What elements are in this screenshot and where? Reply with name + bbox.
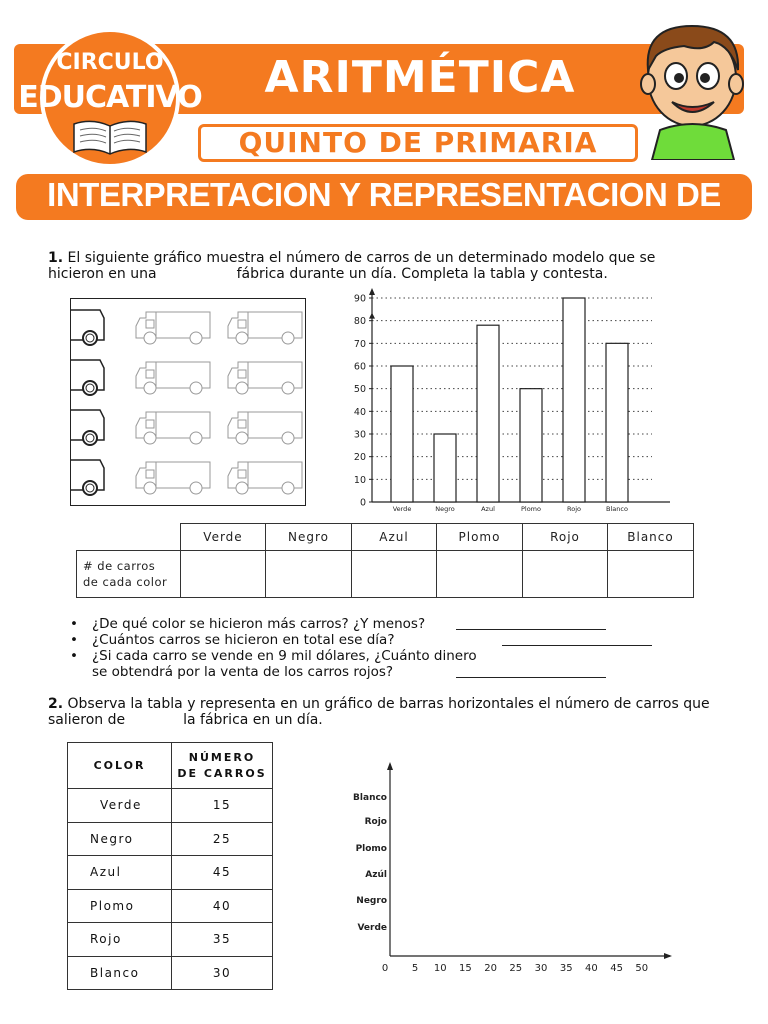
y-tick-label: 40 [353, 406, 366, 418]
table-header-verde: Verde [181, 524, 266, 551]
question-list [70, 617, 670, 681]
y-tick-label: Negro [356, 896, 387, 906]
answer-line[interactable] [456, 629, 606, 630]
y-tick-label: Blanco [353, 793, 387, 803]
boy-mascot-icon [634, 18, 750, 160]
bar-blanco [606, 343, 628, 502]
table-row [68, 923, 273, 957]
list-item: • ¿De qué color se hicieron más carros? ¿Y menos? [70, 617, 670, 633]
table-header-plomo: Plomo [437, 524, 523, 551]
x-tick-label: 45 [610, 963, 623, 974]
y-tick-label: Rojo [364, 817, 387, 827]
truck-icon [136, 412, 210, 444]
y-tick-label: 10 [353, 474, 366, 486]
y-tick-label: 0 [359, 497, 366, 509]
axis-marker [369, 313, 375, 319]
partial-truck-icon [70, 460, 104, 495]
row-count: 25 [172, 822, 273, 856]
color-count-table [76, 523, 694, 598]
question1-number: 1. [48, 250, 64, 266]
header-number-line2: DE CARROS [177, 766, 267, 780]
answer-cell-plomo[interactable] [437, 551, 523, 598]
x-tick-label: 30 [534, 963, 548, 974]
table-header-row [68, 743, 273, 789]
question-most-least: ¿De qué color se hicieron más carros? ¿Y menos? [92, 616, 426, 632]
table-row [68, 856, 273, 890]
y-tick-label: 80 [353, 316, 366, 328]
answer-line[interactable] [502, 645, 652, 646]
question1-text-line2 [48, 266, 720, 283]
row-count: 30 [172, 956, 273, 990]
x-tick-label: 5 [411, 963, 419, 974]
section-banner-title: INTERPRETACION Y REPRESENTACION DE DATOS [47, 176, 721, 251]
table-header-row [77, 524, 694, 551]
truck-icon [228, 462, 302, 494]
truck-icon [228, 412, 302, 444]
partial-truck-icon [70, 310, 104, 345]
row-color: Negro [68, 822, 172, 856]
x-tick-label: Blanco [606, 505, 628, 513]
answer-cell-negro[interactable] [266, 551, 352, 598]
list-item [70, 665, 670, 681]
list-item: • ¿Si cada carro se vende en 9 mil dólares, ¿Cuánto dinero [70, 648, 477, 664]
question2-line1: Observa la tabla y representa en un gráfico de barras horizontales el número de carros que [67, 696, 710, 712]
row-color: Blanco [68, 956, 172, 990]
y-tick-label: 70 [353, 338, 366, 350]
x-tick-label: 25 [509, 963, 523, 974]
y-tick-label: 60 [353, 361, 366, 373]
table-row [68, 956, 273, 990]
question2-number: 2. [48, 696, 64, 712]
x-tick-label: Azul [481, 505, 495, 513]
row-color: Rojo [68, 923, 172, 957]
truck-icon [136, 462, 210, 494]
question2-text-line2 [48, 712, 720, 729]
vertical-bar-chart [340, 284, 670, 518]
table-row [77, 551, 694, 598]
truck-icon [228, 362, 302, 394]
table-header-azul: Azul [352, 524, 437, 551]
question2-line2b: la fábrica en un día. [183, 712, 323, 728]
x-tick-label: Rojo [567, 505, 581, 513]
book-icon [72, 116, 148, 156]
table-corner-cell [77, 524, 181, 551]
question2-line2a: salieron de [48, 712, 126, 728]
answer-cell-rojo[interactable] [523, 551, 608, 598]
y-tick-label: 20 [353, 452, 366, 464]
x-tick-label: Negro [435, 505, 455, 513]
x-tick-label: 40 [585, 963, 598, 974]
y-axis-arrow [369, 288, 375, 295]
question-money-line1: ¿Si cada carro se vende en 9 mil dólares, ¿Cuánto dinero [92, 648, 477, 664]
y-tick-label: Azúl [365, 870, 387, 880]
y-tick-label: Plomo [355, 844, 387, 854]
y-tick-label: 90 [353, 293, 366, 305]
question2-text-line1 [48, 696, 720, 713]
bar-negro [434, 434, 456, 502]
y-tick-label: 30 [353, 429, 366, 441]
row-color: Verde [68, 789, 172, 823]
question1-line2a: hicieron en una [48, 266, 157, 282]
question-total: ¿Cuántos carros se hicieron en total ese día? [92, 632, 395, 648]
row-color: Azul [68, 856, 172, 890]
x-tick-label: Plomo [520, 505, 542, 513]
list-item: • ¿Cuántos carros se hicieron en total ese día? [70, 633, 670, 649]
row-count: 45 [172, 856, 273, 890]
row-count: 40 [172, 889, 273, 923]
page-subtitle: QUINTO DE PRIMARIA [238, 126, 598, 159]
logo-text-educativo: EDUCATIVO [18, 80, 202, 115]
partial-truck-icon [70, 410, 104, 445]
question1-line2b: fábrica durante un día. Completa la tabla y contesta. [236, 266, 608, 282]
cars-data-table [67, 742, 273, 990]
y-axis-arrow [387, 762, 393, 770]
y-tick-label: 50 [353, 384, 366, 396]
row-count: 15 [172, 789, 273, 823]
table-row-label [77, 551, 181, 598]
truck-pictogram [70, 298, 306, 506]
x-tick-label: 10 [433, 963, 447, 974]
answer-cell-verde[interactable] [181, 551, 266, 598]
table-row [68, 789, 273, 823]
row-color: Plomo [68, 889, 172, 923]
table-header-negro: Negro [266, 524, 352, 551]
bar-azul [477, 325, 499, 502]
table-header-rojo: Rojo [523, 524, 608, 551]
answer-line[interactable] [456, 677, 606, 678]
row-label-line2: de cada color [83, 575, 168, 589]
row-count: 35 [172, 923, 273, 957]
truck-icon [228, 312, 302, 344]
question-money-line2: se obtendrá por la venta de los carros rojos? [92, 664, 394, 680]
truck-icon [136, 312, 210, 344]
question1-line1: El siguiente gráfico muestra el número de carros de un determinado modelo que se [67, 250, 656, 266]
bar-plomo [520, 389, 542, 502]
page-title: ARITMÉTICA [264, 52, 576, 103]
table-header-blanco: Blanco [608, 524, 694, 551]
x-tick-label: 15 [459, 963, 472, 974]
table-row [68, 889, 273, 923]
horizontal-bar-chart-blank[interactable] [345, 760, 685, 980]
row-label-line1: # de carros [83, 559, 156, 573]
header-number [172, 743, 273, 789]
y-tick-label: Verde [357, 923, 387, 933]
header-number-line1: NÚMERO [188, 750, 256, 764]
partial-truck-icon [70, 360, 104, 395]
question1-text-line1 [48, 250, 720, 267]
answer-cell-blanco[interactable] [608, 551, 694, 598]
bar-verde [391, 366, 413, 502]
x-tick-label: Verde [392, 505, 412, 513]
truck-icon [136, 362, 210, 394]
x-tick-label: 0 [381, 963, 389, 974]
x-tick-label: 35 [559, 963, 573, 974]
header-color: COLOR [68, 743, 172, 789]
x-axis-arrow [664, 953, 672, 959]
logo-text-circulo: CIRCULO [56, 50, 164, 75]
x-tick-label: 50 [635, 963, 649, 974]
answer-cell-azul[interactable] [352, 551, 437, 598]
table-row [68, 822, 273, 856]
bar-rojo [563, 298, 585, 502]
x-tick-label: 20 [484, 963, 497, 974]
